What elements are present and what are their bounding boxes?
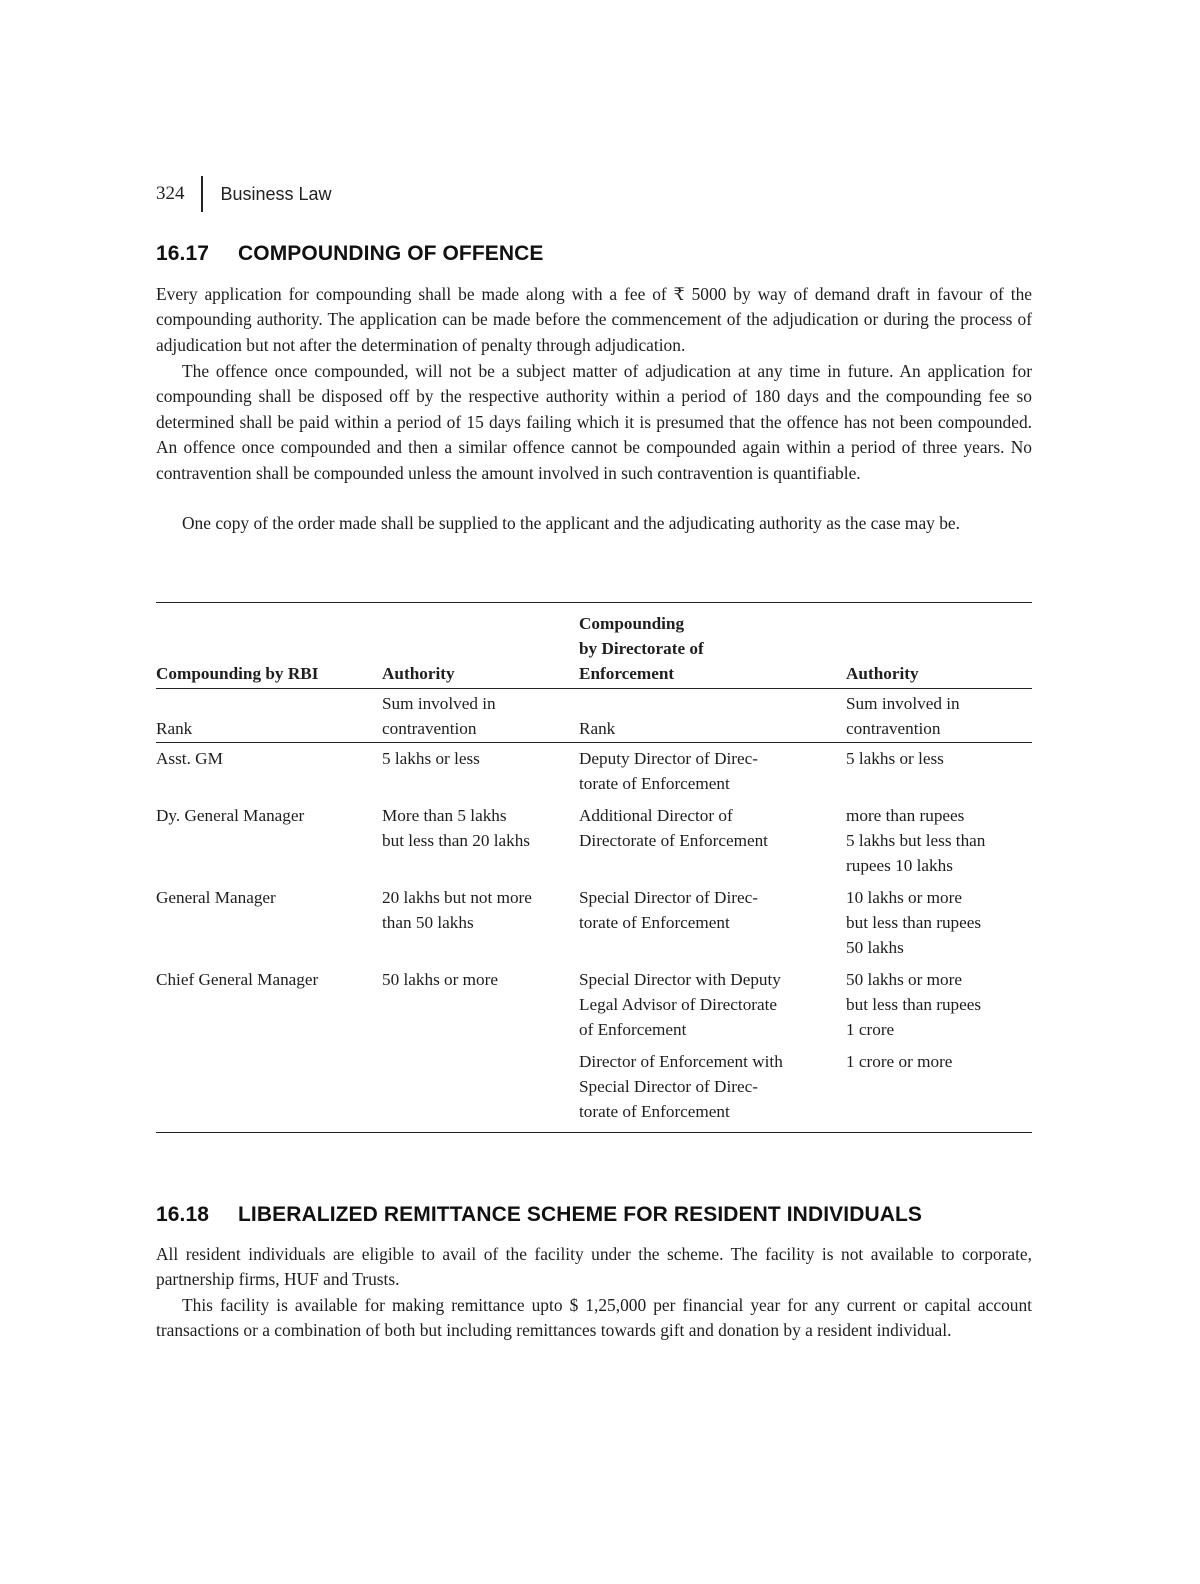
paragraph: Every application for compounding shall be made along with a fee of ₹ 5000 by way of demand draft in favour of the compounding authority. The application can be made before the commencement of the adjudication or during the process of adjudication but not after the determination of penalty through adjudication. (156, 284, 1032, 355)
section-number: 16.17 (156, 242, 210, 265)
book-title: Business Law (220, 183, 332, 204)
section-title: LIBERALIZED REMITTANCE SCHEME FOR RESIDENT INDIVIDUALS (238, 1203, 923, 1226)
table-cell (382, 1049, 579, 1124)
header-cell: Authority (846, 664, 919, 683)
table-cell: 20 lakhs but not more than 50 lakhs (382, 888, 532, 932)
table-cell: 10 lakhs or more but less than rupees 50 lakhs (846, 888, 982, 957)
subheader-cell: Rank (156, 719, 193, 738)
section-title: COMPOUNDING OF OFFENCE (238, 242, 544, 265)
paragraph: All resident individuals are eligible to avail of the facility under the scheme. The facility is not available to corporate, partnership firms, HUF and Trusts. (156, 1244, 1032, 1290)
paragraph: The offence once compounded, will not be a subject matter of adjudication at any time in future. An application for compounding shall be disposed off by the respective authority within a period of 180 days and the compounding fee so determined shall be paid within a period of 15 days failing which it is presumed that the offence has not been compounded. An offence once compounded and then a similar offence cannot be compounded again within a period of three years. No contravention shall be compounded unless the amount involved in such contravention is quantifiable. (156, 361, 1032, 483)
header-cell: Compounding by Directorate of Enforcement (579, 614, 704, 683)
paragraph: One copy of the order made shall be supplied to the applicant and the adjudicating authority as the case may be. (182, 513, 960, 533)
table-cell: General Manager (156, 888, 276, 907)
table-cell: Special Director with Deputy Legal Advisor of Directorate of Enforcement (579, 970, 781, 1039)
table-row (156, 746, 1032, 803)
table-cell (156, 1049, 382, 1124)
section-heading-16-17 (156, 242, 544, 266)
table-row (156, 803, 1032, 885)
table-cell: Special Director of Direc- torate of Enforcement (579, 888, 758, 932)
compounding-authority-table (156, 602, 1032, 1133)
subheader-cell: Sum involved in contravention (382, 694, 496, 738)
table-cell: More than 5 lakhs but less than 20 lakhs (382, 806, 530, 850)
table-subheader-row (156, 689, 1032, 743)
page-number: 324 (156, 183, 185, 204)
table-header-row (156, 603, 1032, 689)
table-cell: 50 lakhs or more (382, 970, 498, 989)
section-number: 16.18 (156, 1203, 210, 1226)
header-cell: Compounding by RBI (156, 664, 319, 683)
table-cell: Chief General Manager (156, 970, 319, 989)
header-divider (201, 176, 203, 212)
section-heading-16-18 (156, 1203, 922, 1227)
table-cell: 50 lakhs or more but less than rupees 1 crore (846, 970, 982, 1039)
table-cell: 5 lakhs or less (382, 749, 480, 768)
table-cell: Dy. General Manager (156, 806, 305, 825)
table-row (156, 1049, 1032, 1131)
header-cell: Authority (382, 664, 455, 683)
table-row (156, 885, 1032, 967)
table-cell: 5 lakhs or less (846, 749, 944, 768)
table-cell: Deputy Director of Direc- torate of Enforcement (579, 749, 758, 793)
table-cell: Additional Director of Directorate of Enforcement (579, 806, 768, 850)
table-body (156, 743, 1032, 1132)
subheader-cell: Sum involved in contravention (846, 694, 960, 738)
table-cell: Asst. GM (156, 749, 223, 768)
table-cell: 1 crore or more (846, 1052, 953, 1071)
running-head (156, 176, 332, 212)
table-cell: Director of Enforcement with Special Director of Direc- torate of Enforcement (579, 1052, 783, 1121)
table-cell: more than rupees 5 lakhs but less than rupees 10 lakhs (846, 806, 986, 875)
subheader-cell: Rank (579, 719, 616, 738)
paragraph: This facility is available for making remittance upto $ 1,25,000 per financial year for any current or capital account transactions or a combination of both but including remittances towards gift and donation by a resident individual. (156, 1295, 1032, 1341)
table-row (156, 967, 1032, 1049)
